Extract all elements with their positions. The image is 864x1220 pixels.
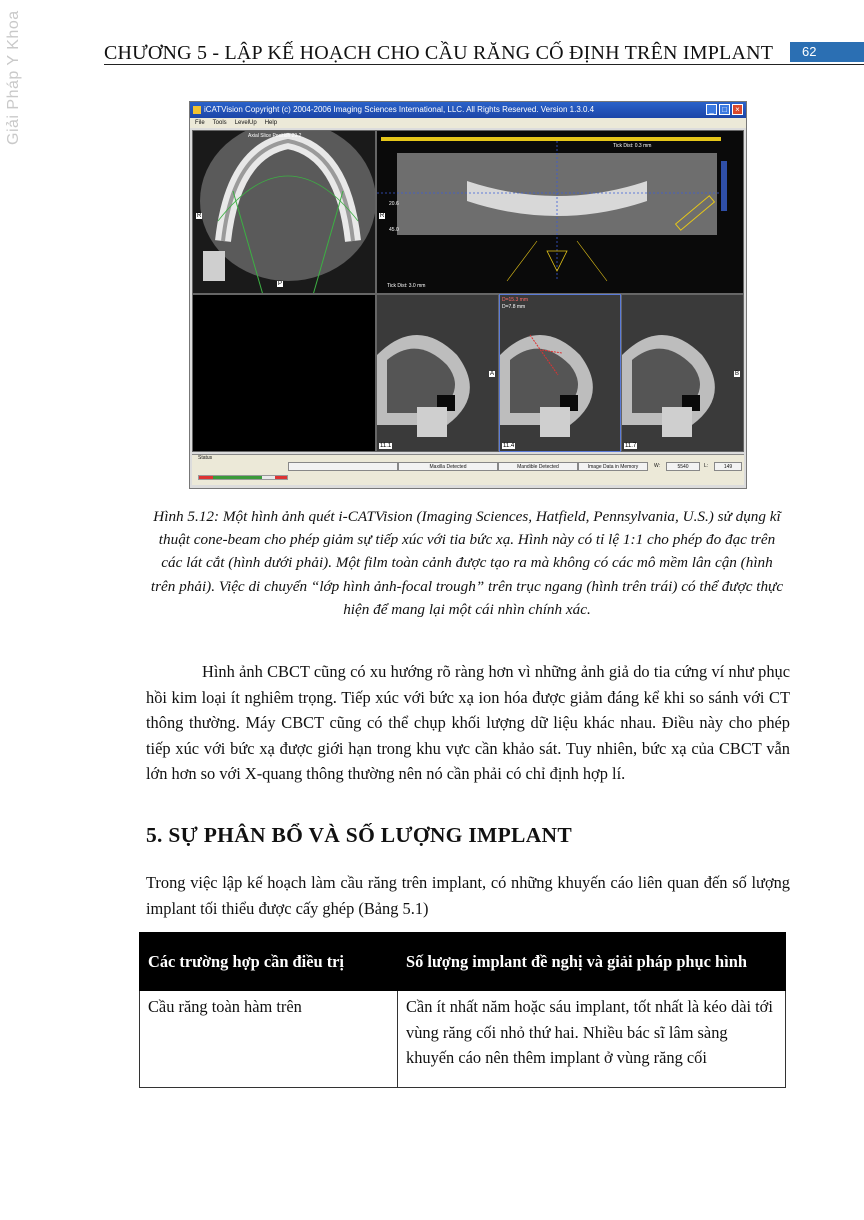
close-icon[interactable]: × — [732, 104, 743, 115]
status-l-value: 149 — [714, 462, 742, 471]
table-header-row — [140, 933, 786, 991]
menu-levelup[interactable]: LevelUp — [234, 120, 257, 126]
slice-number-3: 11.7 — [625, 443, 637, 449]
depth-label-1: 20.6 — [389, 201, 399, 207]
panoramic-view-pane[interactable] — [376, 130, 744, 294]
side-watermark: Giải Pháp Y Khoa — [5, 10, 22, 146]
status-label: Status — [198, 455, 213, 461]
status-l-label: L: — [704, 463, 709, 469]
tick-dist-top-label: Tick Dist: 0.3 mm — [613, 143, 652, 149]
menu-file[interactable]: File — [195, 120, 205, 126]
status-maxilla: Maxilla Detected — [398, 462, 498, 471]
minimize-icon[interactable]: _ — [706, 104, 717, 115]
status-mandible: Mandible Detected — [498, 462, 578, 471]
tick-dist-bottom-label: Tick Dist: 3.0 mm — [387, 283, 426, 289]
slice-number-2: 11.4 — [503, 443, 515, 449]
cross-section-image-3 — [622, 295, 744, 452]
marker-a-1: A — [490, 371, 495, 377]
menu-tools[interactable]: Tools — [212, 120, 227, 126]
page-number-badge: 62 — [790, 42, 864, 62]
status-w-label: W: — [654, 463, 661, 469]
table-header-implant-count: Số lượng implant đề nghị và giải pháp phục hình — [398, 933, 786, 991]
empty-view-pane — [192, 294, 376, 452]
menu-help[interactable]: Help — [264, 120, 278, 126]
app-icon — [193, 106, 201, 114]
measurement-2: D=7.8 mm — [502, 304, 526, 310]
menubar — [190, 118, 746, 128]
cbct-screenshot-figure — [189, 101, 747, 489]
header-rule — [104, 64, 864, 65]
status-image-data: Image Data in Memory — [578, 462, 648, 471]
window-titlebar — [190, 102, 746, 118]
table-row — [140, 991, 786, 1088]
cross-section-pane-3[interactable] — [621, 294, 744, 452]
marker-p-axial: P — [278, 281, 283, 287]
window-controls — [706, 104, 743, 115]
axial-slice-label: Axial Slice Position 29.2 — [248, 133, 302, 139]
status-field-empty — [288, 462, 398, 471]
cross-section-image-1 — [377, 295, 499, 452]
page-header — [104, 40, 864, 70]
axial-dental-arch-image — [193, 131, 376, 294]
depth-label-2: 45.0 — [389, 227, 399, 233]
body-paragraph-cbct: Hình ảnh CBCT cũng có xu hướng rõ ràng hơn vì những ảnh giả do tia cứng ví như phục hồi kim loại ít nghiêm trọng. Tiếp xúc với bức xạ ion hóa được giảm đáng kể khi so sánh với CT thông thường. Máy CBCT cũng có thể chụp khối lượng dữ liệu khác nhau. Điều này cho phép tiếp xúc với bức xạ được giới hạn trong khu vực cần khảo sát. Tuy nhiên, bức xạ của CBCT vẫn lớn hơn so với X-quang thông thường nên nó cần phải có chỉ định hợp lí. — [146, 662, 790, 784]
panoramic-image — [377, 131, 744, 294]
table-cell-recommendation: Cần ít nhất năm hoặc sáu implant, tốt nhất là kéo dài tới vùng răng cối nhỏ thứ hai. Nhiều bác sĩ lâm sàng khuyến cáo nên thêm implant ở vùng răng cối — [398, 991, 786, 1088]
cross-section-pane-2[interactable] — [499, 294, 621, 452]
status-bar — [192, 454, 744, 485]
table-header-treatment-cases: Các trường hợp cần điều trị — [140, 933, 398, 991]
marker-r-pano: R — [380, 213, 385, 219]
marker-r-axial: R — [197, 213, 202, 219]
window-title: iCATVision Copyright (c) 2004-2006 Imaging Sciences International, LLC. All Rights Reserved. Version 1.3.0.4 — [204, 105, 595, 114]
slice-number-1: 11.1 — [380, 443, 392, 449]
cross-section-pane-1[interactable] — [376, 294, 499, 452]
marker-b-3: B — [735, 371, 740, 377]
axial-view-pane[interactable] — [192, 130, 376, 294]
maximize-icon[interactable]: □ — [719, 104, 730, 115]
table-cell-case: Cầu răng toàn hàm trên — [140, 991, 398, 1088]
figure-caption: Hình 5.12: Một hình ảnh quét i-CATVision (Imaging Sciences, Hatfield, Pennsylvania, U.S.) sử dụng kĩ thuật cone-beam cho phép giảm sự tiếp xúc với tia bức xạ. Hình này có tỉ lệ 1:1 cho phép đo đạc trên các lát cắt (hình dưới phải). Một film toàn cảnh được tạo ra mà không có các mô mềm lân cận (hình trên phải). Việc di chuyển “lớp hình ảnh-focal trough” trên trục ngang (hình trên trái) có thể được thực hiện để mang lại một cái nhìn chính xác. — [150, 508, 784, 618]
implant-recommendation-table — [139, 932, 786, 1088]
section-heading: 5. SỰ PHÂN BỔ VÀ SỐ LƯỢNG IMPLANT — [146, 823, 572, 847]
progress-segment-red — [199, 476, 213, 479]
body-paragraph-recommendation: Trong việc lập kế hoạch làm cầu răng trên implant, có những khuyến cáo liên quan đến số lượng implant tối thiểu được cấy ghép (Bảng 5.1) — [146, 873, 790, 918]
status-w-value: 5540 — [666, 462, 700, 471]
progress-bar — [198, 475, 288, 480]
progress-segment-green — [213, 476, 262, 479]
progress-segment-red-end — [275, 476, 287, 479]
measurement-1: D=15.3 mm — [502, 297, 528, 303]
cross-section-image-2 — [500, 295, 621, 452]
chapter-title: CHƯƠNG 5 - LẬP KẾ HOẠCH CHO CẦU RĂNG CỐ ĐỊNH TRÊN IMPLANT — [104, 42, 774, 64]
